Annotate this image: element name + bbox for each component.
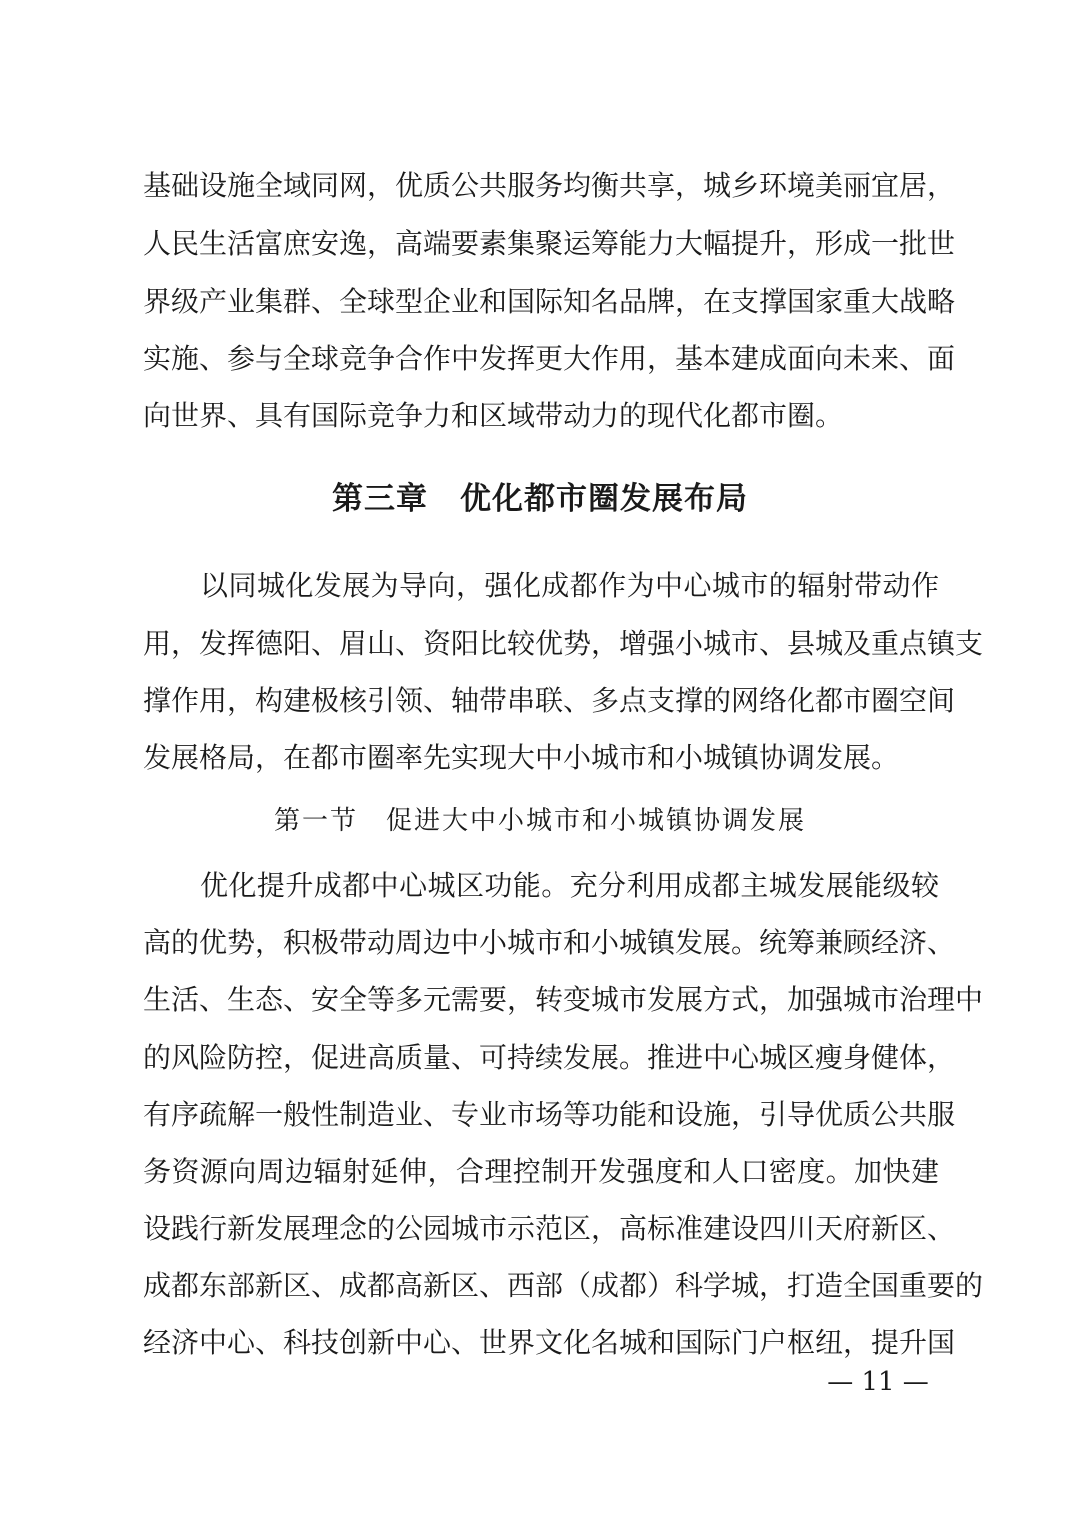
text-line: 经济中心、科技创新中心、世界文化名城和国际门户枢纽，提升国 <box>143 1326 956 1359</box>
section-title: 第一节 促进大中小城市和小城镇协调发展 <box>273 806 806 836</box>
text-line: 人民生活富庶安逸，高端要素集聚运筹能力大幅提升，形成一批世 <box>143 227 956 260</box>
text-line: 基础设施全域同网，优质公共服务均衡共享，城乡环境美丽宜居， <box>143 169 956 202</box>
text-line: 优化提升成都中心城区功能。充分利用成都主城发展能级较 <box>200 869 939 902</box>
chapter-title: 第三章 优化都市圈发展布局 <box>332 481 748 517</box>
text-line: 的风险防控，促进高质量、可持续发展。推进中心城区瘦身健体， <box>143 1041 956 1074</box>
text-line: 高的优势，积极带动周边中小城市和小城镇发展。统筹兼顾经济、 <box>143 926 956 959</box>
text-line: 生活、生态、安全等多元需要，转变城市发展方式，加强城市治理中 <box>143 983 984 1016</box>
text-line: 向世界、具有国际竞争力和区域带动力的现代化都市圈。 <box>143 399 844 432</box>
text-line: 撑作用，构建极核引领、轴带串联、多点支撑的网络化都市圈空间 <box>143 684 956 717</box>
text-line: 实施、参与全球竞争合作中发挥更大作用，基本建成面向未来、面 <box>143 342 956 375</box>
text-line: 用，发挥德阳、眉山、资阳比较优势，增强小城市、县城及重点镇支 <box>143 627 984 660</box>
text-line: 以同城化发展为导向，强化成都作为中心城市的辐射带动作 <box>200 569 939 602</box>
page-number: — 11 — <box>827 1367 929 1397</box>
text-line: 设践行新发展理念的公园城市示范区，高标准建设四川天府新区、 <box>143 1212 956 1245</box>
text-line: 界级产业集群、全球型企业和国际知名品牌，在支撑国家重大战略 <box>143 285 956 318</box>
text-line: 务资源向周边辐射延伸，合理控制开发强度和人口密度。加快建 <box>143 1155 939 1188</box>
text-line: 有序疏解一般性制造业、专业市场等功能和设施，引导优质公共服 <box>143 1098 956 1131</box>
text-line: 发展格局，在都市圈率先实现大中小城市和小城镇协调发展。 <box>143 741 900 774</box>
text-line: 成都东部新区、成都高新区、西部（成都）科学城，打造全国重要的 <box>143 1269 984 1302</box>
